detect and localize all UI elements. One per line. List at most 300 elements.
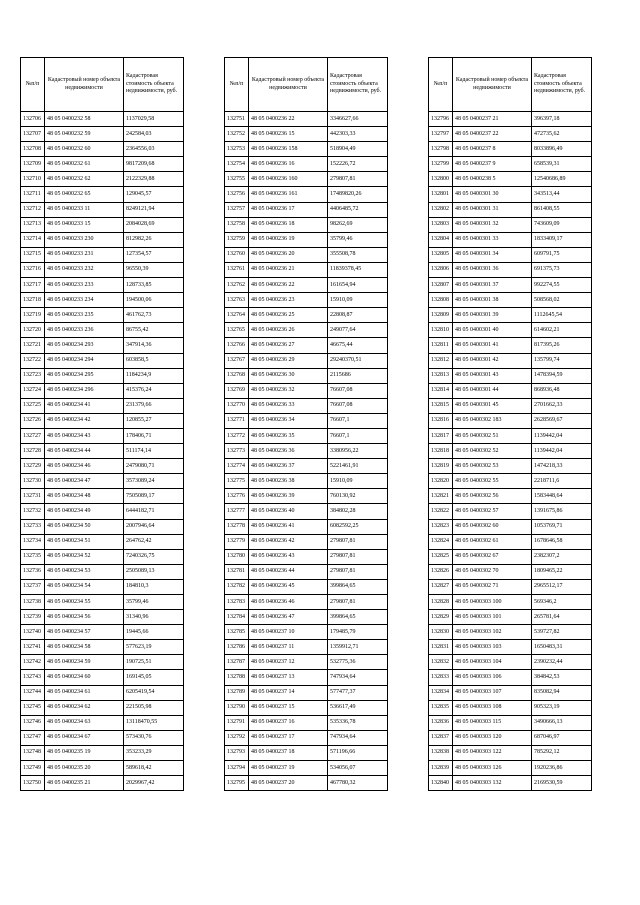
row-number: 132826 [429,564,453,579]
cadastral-value: 127354,57 [124,247,184,262]
cadastral-number: 48 05 0400234 294 [45,353,124,368]
cadastral-number: 48 05 0400237 17 [249,730,328,745]
row-number: 132816 [429,413,453,428]
table-row [21,127,184,142]
table-row [225,278,388,293]
cadastral-value: 19445,66 [124,625,184,640]
row-number: 132724 [21,383,45,398]
row-number: 132771 [225,413,249,428]
row-number: 132711 [21,187,45,202]
header-cadastral-value: Кадастровая стоимость объекта недвижимости, руб. [124,58,184,112]
table-row [21,519,184,534]
cadastral-value: 3490666,13 [532,715,592,730]
row-number: 132738 [21,595,45,610]
cadastral-value: 384842,53 [532,670,592,685]
table-row [429,459,592,474]
cadastral-number: 48 05 0400236 19 [249,232,328,247]
table-row [21,217,184,232]
cadastral-number: 48 05 0400232 59 [45,127,124,142]
cadastral-number: 48 05 0400301 40 [453,323,532,338]
cadastral-value: 1920236,86 [532,761,592,776]
cadastral-number: 48 05 0400301 36 [453,262,532,277]
cadastral-number: 48 05 0400236 32 [249,383,328,398]
cadastral-value: 2382307,2 [532,549,592,564]
table-row [429,625,592,640]
cadastral-value: 442303,33 [328,127,388,142]
header-num: №п/п [429,58,453,112]
cadastral-number: 48 05 0400303 132 [453,776,532,791]
table-row [21,398,184,413]
cadastral-number: 48 05 0400233 236 [45,323,124,338]
row-number: 132791 [225,715,249,730]
table-row [225,428,388,443]
cadastral-value: 2390232,44 [532,655,592,670]
row-number: 132748 [21,745,45,760]
cadastral-number: 48 05 0400301 43 [453,368,532,383]
table-row [429,398,592,413]
cadastral-value: 399864,65 [328,579,388,594]
cadastral-number: 48 05 0400302 70 [453,564,532,579]
table-row [429,112,592,127]
row-number: 132740 [21,625,45,640]
cadastral-number: 48 05 0400236 161 [249,187,328,202]
cadastral-number: 48 05 0400236 40 [249,504,328,519]
cadastral-number: 48 05 0400303 115 [453,715,532,730]
cadastral-number: 48 05 0400234 63 [45,715,124,730]
row-number: 132803 [429,217,453,232]
cadastral-value: 8033896,49 [532,142,592,157]
row-number: 132722 [21,353,45,368]
cadastral-number: 48 05 0400303 126 [453,761,532,776]
row-number: 132799 [429,157,453,172]
cadastral-value: 120855,27 [124,413,184,428]
table-row [225,172,388,187]
cadastral-number: 48 05 0400233 230 [45,232,124,247]
row-number: 132708 [21,142,45,157]
table-row [429,353,592,368]
row-number: 132784 [225,610,249,625]
cadastral-number: 48 05 0400236 45 [249,579,328,594]
table-row [21,428,184,443]
table-row [225,564,388,579]
cadastral-number: 48 05 0400236 17 [249,202,328,217]
table-row [225,112,388,127]
table-row [225,444,388,459]
table-row [21,534,184,549]
cadastral-number: 48 05 0400301 44 [453,383,532,398]
cadastral-number: 48 05 0400303 106 [453,670,532,685]
row-number: 132828 [429,595,453,610]
row-number: 132734 [21,534,45,549]
table-row [21,383,184,398]
cadastral-value: 13118470,55 [124,715,184,730]
cadastral-value: 817395,26 [532,338,592,353]
row-number: 132739 [21,610,45,625]
cadastral-number: 48 05 0400236 37 [249,459,328,474]
cadastral-number: 48 05 0400301 37 [453,278,532,293]
cadastral-value: 98262,69 [328,217,388,232]
table-row [225,338,388,353]
cadastral-value: 1474218,33 [532,459,592,474]
cadastral-value: 1139442,04 [532,444,592,459]
row-number: 132757 [225,202,249,217]
cadastral-value: 868936,48 [532,383,592,398]
table-row [21,489,184,504]
row-number: 132787 [225,655,249,670]
cadastral-number: 48 05 0400233 233 [45,278,124,293]
cadastral-number: 48 05 0400234 46 [45,459,124,474]
table-row [21,353,184,368]
cadastral-number: 48 05 0400302 183 [453,413,532,428]
table-row [21,655,184,670]
cadastral-value: 129045,57 [124,187,184,202]
cadastral-number: 48 05 0400236 18 [249,217,328,232]
cadastral-number: 48 05 0400302 55 [453,474,532,489]
row-number: 132831 [429,640,453,655]
row-number: 132727 [21,428,45,443]
cadastral-number: 48 05 0400301 39 [453,308,532,323]
cadastral-number: 48 05 0400234 50 [45,519,124,534]
cadastral-value: 785292,12 [532,745,592,760]
cadastral-number: 48 05 0400236 16 [249,157,328,172]
row-number: 132742 [21,655,45,670]
row-number: 132733 [21,519,45,534]
table-row [21,142,184,157]
cadastral-value: 1053769,71 [532,519,592,534]
cadastral-number: 48 05 0400236 25 [249,308,328,323]
row-number: 132836 [429,715,453,730]
row-number: 132796 [429,112,453,127]
row-number: 132756 [225,187,249,202]
table-row [225,625,388,640]
table-row [225,262,388,277]
table-row [225,383,388,398]
cadastral-value: 532775,36 [328,655,388,670]
cadastral-value: 29240370,51 [328,353,388,368]
table-row [21,308,184,323]
table-row [21,368,184,383]
cadastral-number: 48 05 0400236 26 [249,323,328,338]
table-row [21,579,184,594]
cadastral-value: 571196,66 [328,745,388,760]
row-number: 132822 [429,504,453,519]
row-number: 132804 [429,232,453,247]
cadastral-value: 11839378,45 [328,262,388,277]
cadastral-value: 691375,73 [532,262,592,277]
cadastral-value: 461762,73 [124,308,184,323]
cadastral-number: 48 05 0400302 56 [453,489,532,504]
table-row [429,338,592,353]
cadastral-value: 589618,42 [124,761,184,776]
row-number: 132750 [21,776,45,791]
cadastral-number: 48 05 0400301 34 [453,247,532,262]
table-row [225,368,388,383]
table-row [225,519,388,534]
cadastral-value: 658539,31 [532,157,592,172]
row-number: 132715 [21,247,45,262]
row-number: 132825 [429,549,453,564]
table-row [225,127,388,142]
row-number: 132753 [225,142,249,157]
cadastral-number: 48 05 0400233 235 [45,308,124,323]
cadastral-number: 48 05 0400301 31 [453,202,532,217]
cadastral-number: 48 05 0400234 49 [45,504,124,519]
row-number: 132710 [21,172,45,187]
table-row [225,413,388,428]
cadastral-number: 48 05 0400234 58 [45,640,124,655]
table-row [429,595,592,610]
cadastral-value: 3380956,22 [328,444,388,459]
table-row [21,730,184,745]
table-row [21,504,184,519]
cadastral-number: 48 05 0400234 61 [45,685,124,700]
cadastral-number: 48 05 0400235 21 [45,776,124,791]
table-row [429,127,592,142]
cadastral-number: 48 05 0400302 53 [453,459,532,474]
cadastral-value: 1359912,71 [328,640,388,655]
table-row [21,745,184,760]
table-row [21,278,184,293]
cadastral-value: 1650483,31 [532,640,592,655]
cadastral-number: 48 05 0400301 30 [453,187,532,202]
cadastral-value: 128733,85 [124,278,184,293]
cadastral-value: 249077,64 [328,323,388,338]
cadastral-number: 48 05 0400234 41 [45,398,124,413]
cadastral-number: 48 05 0400233 234 [45,293,124,308]
row-number: 132746 [21,715,45,730]
row-number: 132783 [225,595,249,610]
row-number: 132774 [225,459,249,474]
cadastral-value: 1137029,58 [124,112,184,127]
table-row [429,474,592,489]
cadastral-value: 760130,92 [328,489,388,504]
row-number: 132833 [429,670,453,685]
cadastral-value: 7240326,75 [124,549,184,564]
table-row [225,776,388,791]
cadastral-number: 48 05 0400303 120 [453,730,532,745]
row-number: 132743 [21,670,45,685]
cadastral-value: 415376,24 [124,383,184,398]
cadastral-number: 48 05 0400236 44 [249,564,328,579]
cadastral-number: 48 05 0400237 12 [249,655,328,670]
header-row [21,58,184,112]
table-row [225,459,388,474]
cadastral-number: 48 05 0400233 231 [45,247,124,262]
table-row [225,489,388,504]
table-row [225,308,388,323]
cadastral-number: 48 05 0400234 48 [45,489,124,504]
row-number: 132744 [21,685,45,700]
cadastral-number: 48 05 0400234 295 [45,368,124,383]
cadastral-number: 48 05 0400237 19 [249,761,328,776]
cadastral-value: 3346627,66 [328,112,388,127]
cadastral-value: 190725,51 [124,655,184,670]
row-number: 132829 [429,610,453,625]
header-cadastral-value: Кадастровая стоимость объекта недвижимости, руб. [532,58,592,112]
cadastral-number: 48 05 0400236 160 [249,172,328,187]
table-row [225,202,388,217]
row-number: 132820 [429,474,453,489]
table-row [21,474,184,489]
cadastral-value: 7505089,17 [124,489,184,504]
table-row [21,232,184,247]
row-number: 132726 [21,413,45,428]
table-row [429,323,592,338]
cadastral-number: 48 05 0400237 13 [249,670,328,685]
table-row [225,398,388,413]
cadastral-number: 48 05 0400233 11 [45,202,124,217]
cadastral-value: 1478394,59 [532,368,592,383]
row-number: 132819 [429,459,453,474]
cadastral-value: 152226,72 [328,157,388,172]
table-row [21,549,184,564]
table-row [225,549,388,564]
row-number: 132769 [225,383,249,398]
cadastral-number: 48 05 0400302 51 [453,428,532,443]
table-row [21,625,184,640]
cadastral-value: 6444182,71 [124,504,184,519]
table-row [429,685,592,700]
cadastral-value: 46675,44 [328,338,388,353]
row-number: 132834 [429,685,453,700]
table-row [21,640,184,655]
table-row [225,217,388,232]
table-row [225,595,388,610]
cadastral-value: 17489820,26 [328,187,388,202]
table-row [429,564,592,579]
cadastral-value: 1678646,58 [532,534,592,549]
table-row [429,157,592,172]
cadastral-number: 48 05 0400303 108 [453,700,532,715]
cadastral-value: 1583448,64 [532,489,592,504]
cadastral-number: 48 05 0400302 61 [453,534,532,549]
row-number: 132812 [429,353,453,368]
cadastral-value: 2029967,42 [124,776,184,791]
table-row [429,262,592,277]
cadastral-value: 467780,32 [328,776,388,791]
cadastral-value: 384802,28 [328,504,388,519]
table-row [21,564,184,579]
cadastral-number: 48 05 0400234 42 [45,413,124,428]
table-row [21,323,184,338]
cadastral-number: 48 05 0400234 60 [45,670,124,685]
cadastral-number: 48 05 0400236 47 [249,610,328,625]
cadastral-number: 48 05 0400234 62 [45,700,124,715]
row-number: 132813 [429,368,453,383]
table-row [225,670,388,685]
row-number: 132815 [429,398,453,413]
cadastral-number: 48 05 0400236 41 [249,519,328,534]
cadastral-value: 2701662,33 [532,398,592,413]
cadastral-value: 279807,81 [328,534,388,549]
row-number: 132792 [225,730,249,745]
row-number: 132837 [429,730,453,745]
cadastral-value: 6082592,25 [328,519,388,534]
row-number: 132794 [225,761,249,776]
cadastral-value: 743609,09 [532,217,592,232]
row-number: 132732 [21,504,45,519]
cadastral-value: 747934,64 [328,730,388,745]
cadastral-number: 48 05 0400236 21 [249,262,328,277]
row-number: 132712 [21,202,45,217]
row-number: 132789 [225,685,249,700]
row-number: 132810 [429,323,453,338]
header-cadastral-value: Кадастровая стоимость объекта недвижимости, руб. [328,58,388,112]
cadastral-value: 22808,87 [328,308,388,323]
cadastral-number: 48 05 0400237 16 [249,715,328,730]
row-number: 132838 [429,745,453,760]
cadastral-number: 48 05 0400236 33 [249,398,328,413]
row-number: 132835 [429,700,453,715]
row-number: 132780 [225,549,249,564]
table-row [225,715,388,730]
table-row [225,700,388,715]
cadastral-value: 179485,79 [328,625,388,640]
table-row [21,595,184,610]
cadastral-value: 76607,08 [328,383,388,398]
row-number: 132832 [429,655,453,670]
table-row [21,413,184,428]
cadastral-number: 48 05 0400301 45 [453,398,532,413]
row-number: 132767 [225,353,249,368]
table-row [21,776,184,791]
cadastral-value: 8249121,94 [124,202,184,217]
header-row [225,58,388,112]
row-number: 132811 [429,338,453,353]
table-row [21,670,184,685]
row-number: 132773 [225,444,249,459]
row-number: 132737 [21,579,45,594]
cadastral-value: 279807,81 [328,595,388,610]
cadastral-value: 603858,5 [124,353,184,368]
cadastral-number: 48 05 0400238 5 [453,172,532,187]
cadastral-value: 5221461,91 [328,459,388,474]
cadastral-value: 518904,49 [328,142,388,157]
table-row [21,202,184,217]
row-number: 132764 [225,308,249,323]
row-number: 132719 [21,308,45,323]
cadastral-value: 2122329,88 [124,172,184,187]
cadastral-value: 76607,1 [328,428,388,443]
row-number: 132808 [429,293,453,308]
cadastral-number: 48 05 0400302 57 [453,504,532,519]
table-row [429,368,592,383]
row-number: 132839 [429,761,453,776]
cadastral-value: 2169530,59 [532,776,592,791]
cadastral-number: 48 05 0400237 21 [453,112,532,127]
cadastral-value: 2364556,03 [124,142,184,157]
row-number: 132747 [21,730,45,745]
cadastral-number: 48 05 0400301 33 [453,232,532,247]
table-row [225,761,388,776]
row-number: 132721 [21,338,45,353]
cadastral-value: 35799,46 [328,232,388,247]
row-number: 132775 [225,474,249,489]
table-row [21,187,184,202]
cadastral-number: 48 05 0400234 44 [45,444,124,459]
row-number: 132805 [429,247,453,262]
cadastral-number: 48 05 0400303 101 [453,610,532,625]
cadastral-number: 48 05 0400234 53 [45,564,124,579]
cadastral-value: 353233,29 [124,745,184,760]
cadastral-number: 48 05 0400237 15 [249,700,328,715]
row-number: 132786 [225,640,249,655]
cadastral-value: 812982,26 [124,232,184,247]
cadastral-number: 48 05 0400237 8 [453,142,532,157]
cadastral-value: 15910,09 [328,474,388,489]
table-row [429,534,592,549]
cadastral-value: 2628569,67 [532,413,592,428]
